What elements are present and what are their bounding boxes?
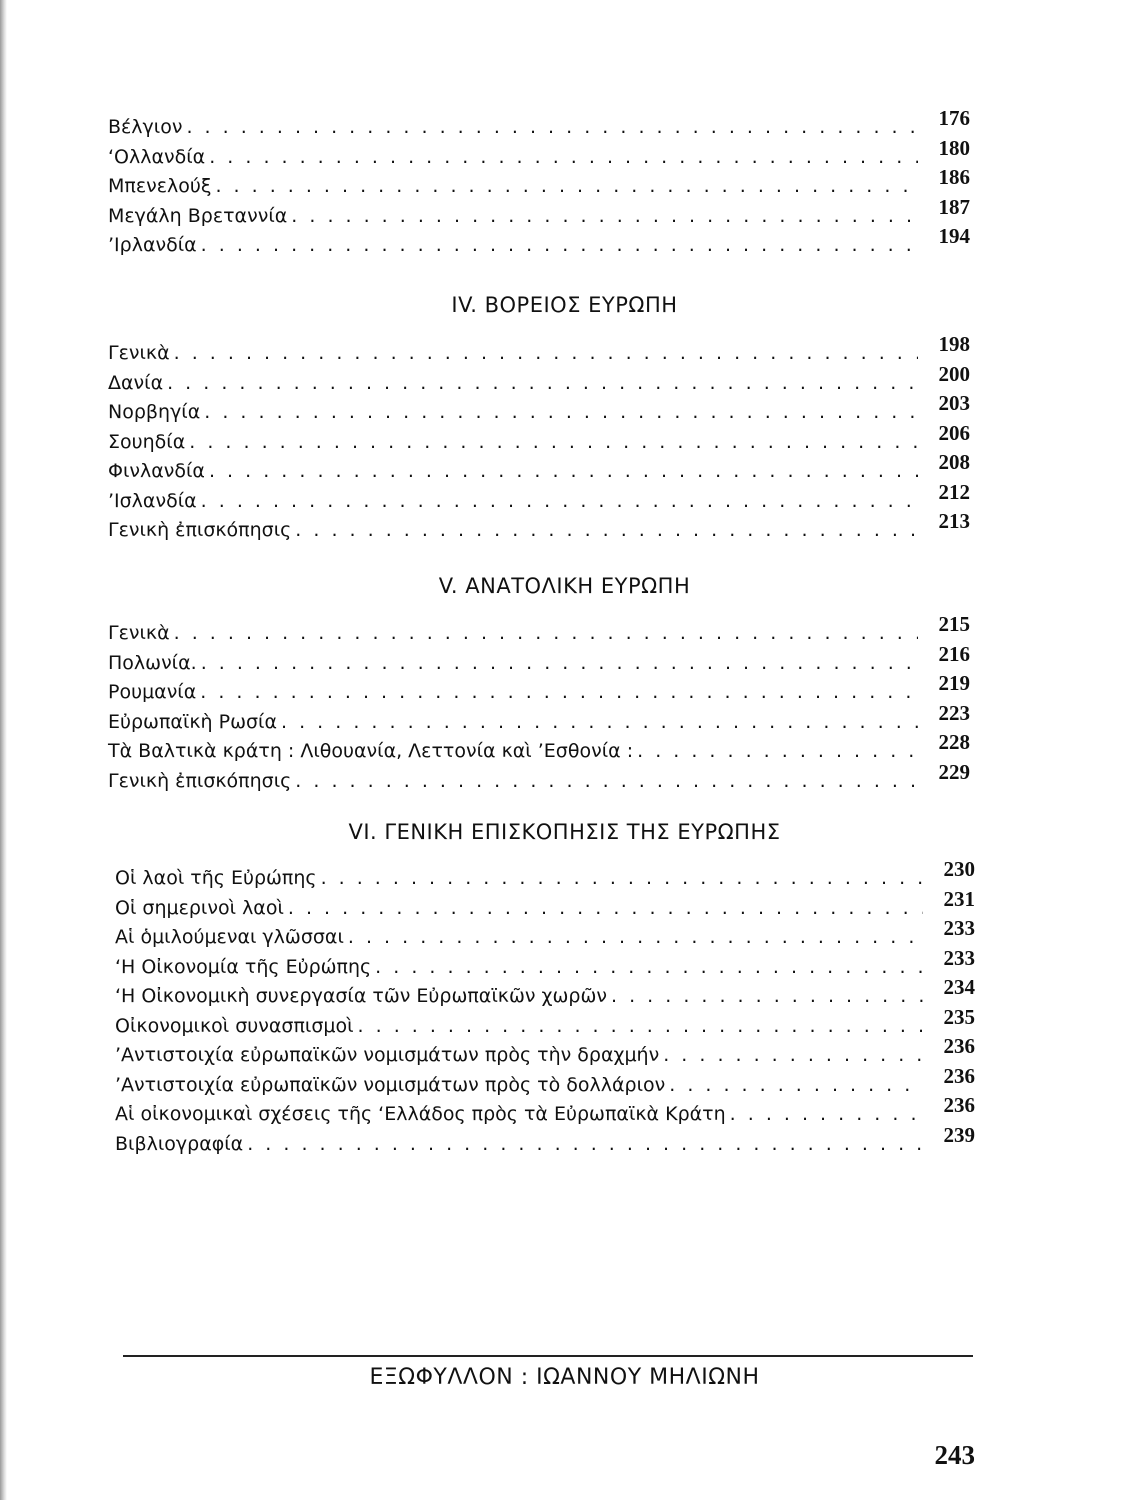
leader-dots bbox=[201, 231, 918, 261]
toc-entry bbox=[115, 1093, 975, 1129]
toc-entry-label: Πολωνία. bbox=[108, 651, 197, 674]
toc-group-western bbox=[108, 106, 970, 260]
toc-entry-label: Τὰ Βαλτικὰ κράτη : Λιθουανία, Λεττονία καὶ ’Εσθονία : bbox=[108, 740, 634, 762]
toc-entry bbox=[108, 700, 970, 737]
toc-entry-label: Γενικὴ ἐπισκόπησις bbox=[108, 519, 292, 541]
toc-entry-label: Βέλγιον bbox=[108, 116, 183, 138]
toc-entry bbox=[115, 1063, 975, 1100]
toc-entry bbox=[108, 391, 970, 427]
leader-dots bbox=[730, 1100, 923, 1130]
toc-entry-label: Ρουμανία bbox=[108, 681, 197, 703]
toc-entry-page: 200 bbox=[938, 361, 970, 386]
toc-entry-label: ’Αντιστοιχία εὐρωπαϊκῶν νομισμάτων πρὸς τὴν δραχμήν bbox=[115, 1044, 660, 1066]
leader-dots bbox=[209, 143, 918, 173]
toc-entry-page: 233 bbox=[943, 916, 975, 940]
toc-entry-page: 229 bbox=[938, 759, 970, 784]
toc-entry-label: Μπενελούξ bbox=[108, 175, 212, 197]
leader-dots bbox=[637, 737, 918, 767]
section-heading-northern: IV. ΒΟΡΕΙΟΣ ΕΥΡΩΠΗ bbox=[451, 293, 678, 317]
toc-entry-page: 187 bbox=[938, 194, 970, 219]
toc-entry-page: 208 bbox=[938, 450, 970, 474]
toc-entry-page: 203 bbox=[938, 391, 970, 415]
leader-dots bbox=[201, 487, 918, 517]
toc-entry-page: 235 bbox=[943, 1004, 975, 1029]
toc-entry-page: 186 bbox=[938, 165, 970, 189]
toc-entry-label: Δανία bbox=[108, 371, 164, 394]
leader-dots bbox=[669, 1071, 923, 1101]
toc-entry bbox=[108, 509, 970, 545]
toc-entry-label: Οἱ σημερινοὶ λαοὶ bbox=[115, 896, 284, 919]
toc-entry-label: ‘Ολλανδία bbox=[108, 145, 206, 168]
toc-entry bbox=[115, 886, 975, 923]
toc-entry-label: Αἱ οἰκονομικαὶ σχέσεις τῆς ‘Ελλάδος πρὸς τὰ Εὐρωπαϊκὰ Κράτη bbox=[115, 1103, 726, 1125]
leader-dots bbox=[281, 708, 918, 738]
toc-entry bbox=[108, 420, 970, 457]
leader-dots bbox=[189, 428, 918, 458]
toc-entry-page: 236 bbox=[943, 1093, 975, 1117]
toc-entry-label: Οἰκονομικοὶ συνασπισμοὶ bbox=[115, 1014, 354, 1037]
page-number: 243 bbox=[934, 1440, 975, 1470]
toc-entry bbox=[108, 224, 970, 260]
toc-entry bbox=[115, 1122, 975, 1159]
toc-entry-label: Οἱ λαοὶ τῆς Εὐρώπης bbox=[115, 867, 317, 889]
toc-group-general-overview bbox=[115, 857, 975, 1158]
toc-entry bbox=[108, 759, 970, 796]
toc-entry-page: 233 bbox=[943, 945, 975, 970]
toc-entry-label: Μεγάλη Βρεταννία bbox=[108, 204, 288, 227]
toc-entry-page: 194 bbox=[938, 224, 970, 248]
leader-dots bbox=[611, 982, 923, 1012]
toc-entry bbox=[108, 671, 970, 707]
toc-entry-label: Γενικὰ bbox=[108, 622, 170, 644]
leader-dots bbox=[291, 202, 918, 232]
toc-entry-label: Εὐρωπαϊκὴ Ρωσία bbox=[108, 710, 278, 733]
toc-entry-page: 223 bbox=[938, 700, 970, 725]
leader-dots bbox=[663, 1041, 923, 1071]
toc-entry-label: ’Ιρλανδία bbox=[108, 234, 197, 256]
leader-dots bbox=[215, 172, 918, 202]
toc-entry bbox=[108, 332, 970, 368]
toc-entry bbox=[108, 106, 970, 142]
leader-dots bbox=[358, 1012, 923, 1042]
leader-dots bbox=[321, 864, 923, 894]
toc-entry-label: Νορβηγία bbox=[108, 401, 201, 423]
leader-dots bbox=[348, 923, 923, 953]
toc-entry bbox=[108, 479, 970, 516]
cover-credit: ΕΞΩΦΥΛΛΟΝ : ΙΩΑΝΝΟΥ ΜΗΛΙΩΝΗ bbox=[369, 1365, 760, 1390]
toc-entry bbox=[108, 641, 970, 678]
leader-dots bbox=[288, 894, 923, 924]
toc-entry-page: 176 bbox=[938, 106, 970, 130]
toc-entry-page: 239 bbox=[943, 1122, 975, 1147]
toc-entry-label: Φινλανδία bbox=[108, 460, 205, 482]
toc-entry-label: Βιβλιογραφία bbox=[115, 1132, 244, 1155]
toc-entry bbox=[108, 194, 970, 231]
toc-entry bbox=[115, 945, 975, 982]
leader-dots bbox=[375, 953, 923, 983]
toc-entry bbox=[115, 1004, 975, 1041]
leader-dots bbox=[174, 619, 918, 649]
leader-dots bbox=[167, 369, 918, 399]
toc-entry-label: Γενικὴ ἐπισκόπησις bbox=[108, 769, 292, 792]
leader-dots bbox=[295, 767, 918, 797]
leader-dots bbox=[186, 113, 918, 143]
toc-entry bbox=[108, 450, 970, 486]
toc-entry-page: 216 bbox=[938, 641, 970, 666]
toc-entry bbox=[115, 975, 975, 1011]
leader-dots bbox=[174, 339, 918, 369]
toc-entry-label: ‘Η Οἰκονομικὴ συνεργασία τῶν Εὐρωπαϊκῶν χωρῶν bbox=[115, 985, 607, 1007]
toc-entry-label: ‘Η Οἰκονομία τῆς Εὐρώπης bbox=[115, 955, 372, 978]
toc-entry-page: 230 bbox=[943, 857, 975, 881]
leader-dots bbox=[200, 678, 918, 708]
leader-dots bbox=[295, 516, 918, 546]
toc-entry bbox=[108, 361, 970, 398]
section-heading-eastern: V. ΑΝΑΤΟΛΙΚΗ ΕΥΡΩΠΗ bbox=[438, 574, 691, 598]
toc-entry-page: 198 bbox=[938, 332, 970, 356]
leader-dots bbox=[204, 398, 918, 428]
toc-entry-label: ’Ισλανδία bbox=[108, 489, 197, 512]
toc-entry bbox=[108, 135, 970, 172]
toc-entry-label: Σουηδία bbox=[108, 430, 186, 453]
toc-entry-page: 212 bbox=[938, 479, 970, 504]
toc-entry-page: 215 bbox=[938, 612, 970, 636]
toc-entry-page: 231 bbox=[943, 886, 975, 911]
toc-entry bbox=[108, 730, 970, 766]
toc-entry-label: Γενικὰ bbox=[108, 342, 170, 364]
toc-entry-page: 234 bbox=[943, 975, 975, 999]
toc-entry-label: Αἱ ὁμιλούμεναι γλῶσσαι bbox=[115, 926, 344, 948]
toc-group-northern bbox=[108, 332, 970, 545]
toc-entry bbox=[115, 857, 975, 893]
toc-entry-page: 180 bbox=[938, 135, 970, 160]
toc-entry-page: 228 bbox=[938, 730, 970, 754]
toc-entry-page: 213 bbox=[938, 509, 970, 533]
toc-group-eastern bbox=[108, 612, 970, 795]
leader-dots bbox=[201, 649, 918, 679]
toc-entry-page: 219 bbox=[938, 671, 970, 695]
toc-entry bbox=[115, 916, 975, 952]
leader-dots bbox=[247, 1130, 923, 1160]
toc-entry bbox=[108, 165, 970, 201]
toc-entry-page: 236 bbox=[943, 1063, 975, 1088]
footer-divider bbox=[123, 1355, 973, 1357]
toc-entry bbox=[115, 1034, 975, 1070]
toc-entry-page: 236 bbox=[943, 1034, 975, 1058]
toc-entry bbox=[108, 612, 970, 648]
leader-dots bbox=[209, 457, 918, 487]
section-heading-general-overview: VI. ΓΕΝΙΚΗ ΕΠΙΣΚΟΠΗΣΙΣ ΤΗΣ ΕΥΡΩΠΗΣ bbox=[348, 820, 781, 844]
toc-entry-page: 206 bbox=[938, 420, 970, 445]
toc-entry-label: ’Αντιστοιχία εὐρωπαϊκῶν νομισμάτων πρὸς τὸ δολλάριον bbox=[115, 1073, 666, 1096]
